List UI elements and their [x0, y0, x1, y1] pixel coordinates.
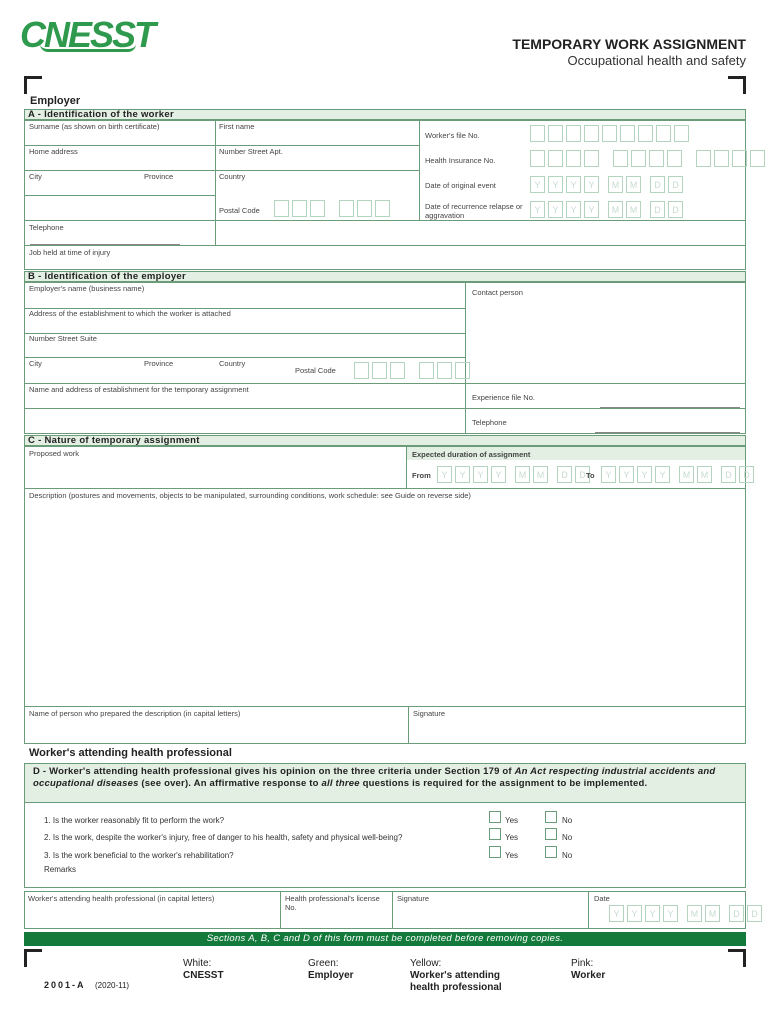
telephone-ticks[interactable] — [30, 240, 180, 245]
postal-code-cells[interactable] — [274, 200, 390, 217]
date-cell[interactable]: M — [608, 201, 623, 218]
hp-license-label: Health professional's license No. — [285, 894, 380, 912]
cell-gap — [673, 466, 676, 483]
divider — [408, 706, 409, 744]
copy-color: White: — [183, 958, 212, 969]
job-held-label: Job held at time of injury — [29, 248, 111, 257]
date-cell[interactable]: M — [697, 466, 712, 483]
telephone-b-label: Telephone — [472, 418, 507, 427]
date-cell[interactable]: D — [729, 905, 744, 922]
date-cell[interactable]: M — [679, 466, 694, 483]
date-cell[interactable]: Y — [584, 176, 599, 193]
experience-file-ticks[interactable] — [600, 403, 740, 408]
q3-no-checkbox[interactable] — [545, 846, 557, 858]
province-label: Province — [144, 172, 174, 181]
date-cell[interactable]: D — [668, 201, 683, 218]
form-date: (2020-11) — [95, 981, 130, 990]
divider — [24, 408, 746, 409]
city-b-label: City — [29, 359, 42, 368]
question-1: 1. Is the worker reasonably fit to perform the work? — [44, 816, 225, 825]
logo-swoosh — [40, 44, 136, 52]
date-cell[interactable]: Y — [601, 466, 616, 483]
employer-label: Employer — [30, 95, 81, 107]
date-cell[interactable]: D — [575, 466, 590, 483]
date-cell[interactable]: Y — [548, 201, 563, 218]
section-d-intro — [24, 763, 746, 803]
date-cell[interactable]: D — [650, 176, 665, 193]
cell-gap — [551, 466, 554, 483]
date-cell[interactable]: D — [650, 201, 665, 218]
date-cell[interactable]: M — [626, 201, 641, 218]
q1-no-label: No — [562, 816, 573, 825]
intro-all-three: all three — [321, 778, 360, 789]
date-d-cells[interactable] — [609, 905, 762, 922]
divider — [24, 383, 746, 384]
q3-no-label: No — [562, 851, 573, 860]
contact-person-label: Contact person — [472, 288, 523, 297]
date-cell[interactable]: D — [557, 466, 572, 483]
divider — [24, 195, 215, 196]
section-a-header: A - Identification of the worker — [24, 109, 746, 120]
form-subtitle: Occupational health and safety — [567, 53, 746, 68]
telephone-b-ticks[interactable] — [595, 428, 740, 433]
divider — [24, 357, 465, 358]
date-cell[interactable]: D — [721, 466, 736, 483]
date-cell[interactable]: Y — [566, 176, 581, 193]
date-cell[interactable]: M — [705, 905, 720, 922]
copy-pink — [571, 958, 605, 982]
cell-gap — [715, 466, 718, 483]
divider — [24, 488, 746, 489]
expected-duration-label: Expected duration of assignment — [412, 450, 531, 459]
country-label: Country — [219, 172, 246, 181]
q1-yes-checkbox[interactable] — [489, 811, 501, 823]
form-title: TEMPORARY WORK ASSIGNMENT — [512, 36, 746, 52]
postal-code-b-cells[interactable] — [354, 362, 470, 379]
date-cell[interactable]: Y — [584, 201, 599, 218]
home-address-label: Home address — [29, 147, 78, 156]
first-name-label: First name — [219, 122, 255, 131]
date-cell[interactable]: Y — [491, 466, 506, 483]
cell-gap — [509, 466, 512, 483]
copy-recipient: CNESST — [183, 970, 224, 981]
divider — [215, 120, 216, 245]
worker-file-label: Worker's file No. — [425, 131, 480, 140]
intro-text-1: D - Worker's attending health professional gives his opinion on the three criteria under Section 179 of — [33, 766, 515, 777]
health-professional-label: Worker's attending health professional — [29, 747, 232, 759]
date-cell[interactable]: Y — [637, 466, 652, 483]
remarks-label: Remarks — [44, 865, 77, 874]
divider — [24, 245, 746, 246]
divider — [465, 282, 466, 434]
date-cell[interactable]: Y — [455, 466, 470, 483]
description-label: Description (postures and movements, objects to be manipulated, surrounding conditions, work schedule: see Guide on reverse side) — [29, 491, 471, 500]
from-label: From — [412, 471, 431, 480]
country-b-label: Country — [219, 359, 246, 368]
from-date-cells[interactable] — [437, 466, 590, 483]
surname-label: Surname (as shown on birth certificate) — [29, 122, 160, 131]
q1-no-checkbox[interactable] — [545, 811, 557, 823]
signature-c-label: Signature — [413, 709, 446, 718]
cell-gap — [602, 201, 605, 218]
date-cell[interactable]: D — [739, 466, 754, 483]
postal-code-b-label: Postal Code — [295, 366, 336, 375]
copy-recipient: Employer — [308, 970, 354, 981]
q2-no-label: No — [562, 833, 573, 842]
date-cell[interactable]: Y — [548, 176, 563, 193]
divider — [588, 891, 589, 929]
q2-yes-checkbox[interactable] — [489, 828, 501, 840]
date-cell[interactable]: Y — [627, 905, 642, 922]
name-prepared-label: Name of person who prepared the description (in capital letters) — [29, 709, 241, 718]
date-cell[interactable]: Y — [609, 905, 624, 922]
date-cell[interactable]: M — [626, 176, 641, 193]
signature-d-label: Signature — [397, 894, 430, 903]
date-cell[interactable]: M — [533, 466, 548, 483]
date-cell[interactable]: Y — [655, 466, 670, 483]
date-recurrence-cells[interactable] — [530, 201, 683, 218]
copy-white — [183, 958, 224, 982]
date-original-cells[interactable] — [530, 176, 683, 193]
province-b-label: Province — [144, 359, 174, 368]
proposed-work-label: Proposed work — [29, 449, 80, 458]
copy-recipient: Worker's attending health professional — [410, 970, 502, 993]
divider — [24, 145, 419, 146]
question-3: 3. Is the work beneficial to the worker's rehabilitation? — [44, 851, 234, 860]
date-cell[interactable]: Y — [437, 466, 452, 483]
date-cell[interactable]: Y — [530, 201, 545, 218]
divider — [24, 220, 746, 221]
cell-gap — [644, 201, 647, 218]
q3-yes-label: Yes — [505, 851, 519, 860]
date-cell[interactable]: M — [687, 905, 702, 922]
q2-yes-label: Yes — [505, 833, 519, 842]
health-insurance-label: Health Insurance No. — [425, 156, 496, 165]
date-original-label: Date of original event — [425, 181, 496, 190]
cell-gap — [602, 176, 605, 193]
section-b-box — [24, 282, 746, 434]
address-establishment-label: Address of the establishment to which the worker is attached — [29, 309, 231, 318]
to-label: To — [586, 471, 595, 480]
health-insurance-cells[interactable] — [530, 150, 765, 167]
q3-yes-checkbox[interactable] — [489, 846, 501, 858]
q2-no-checkbox[interactable] — [545, 828, 557, 840]
copy-color: Pink: — [571, 958, 594, 969]
form-number: 2001-A — [44, 980, 86, 990]
postal-code-label: Postal Code — [219, 206, 260, 215]
corner-mark-top-right — [728, 76, 746, 94]
divider — [419, 120, 420, 220]
intro-text-2: (see over). An affirmative response to — [138, 778, 322, 789]
question-2: 2. Is the work, despite the worker's injury, free of danger to his health, safety and physical well-being? — [44, 833, 403, 842]
number-street-label: Number Street Apt. — [219, 147, 283, 156]
divider — [392, 891, 393, 929]
experience-file-label: Experience file No. — [472, 393, 535, 402]
to-date-cells[interactable] — [601, 466, 754, 483]
corner-mark-bottom-left — [24, 949, 42, 967]
cell-gap — [681, 905, 684, 922]
city-label: City — [29, 172, 42, 181]
date-cell[interactable]: M — [515, 466, 530, 483]
date-cell[interactable]: Y — [473, 466, 488, 483]
q1-yes-label: Yes — [505, 816, 519, 825]
section-c-header: C - Nature of temporary assignment — [24, 435, 746, 446]
footer-notice: Sections A, B, C and D of this form must be completed before removing copies. — [24, 932, 746, 946]
copy-color: Green: — [308, 958, 339, 969]
copy-yellow — [410, 958, 530, 994]
divider — [24, 706, 746, 707]
date-cell[interactable]: Y — [663, 905, 678, 922]
date-recurrence-label: Date of recurrence relapse or aggravation — [425, 202, 523, 220]
date-cell[interactable]: Y — [645, 905, 660, 922]
copy-green — [308, 958, 354, 982]
date-cell[interactable]: Y — [530, 176, 545, 193]
worker-file-cells[interactable] — [530, 125, 689, 142]
date-d-label: Date — [594, 894, 610, 903]
date-cell[interactable]: Y — [619, 466, 634, 483]
temp-establishment-label: Name and address of establishment for the temporary assignment — [29, 385, 249, 394]
employer-name-label: Employer's name (business name) — [29, 284, 145, 293]
corner-mark-bottom-right — [728, 949, 746, 967]
date-cell[interactable]: D — [747, 905, 762, 922]
number-street-suite-label: Number Street Suite — [29, 334, 97, 343]
cell-gap — [723, 905, 726, 922]
cnesst-logo: CNESST — [20, 14, 155, 55]
divider — [24, 170, 419, 171]
date-cell[interactable]: M — [608, 176, 623, 193]
telephone-label: Telephone — [29, 223, 64, 232]
intro-text-3: questions is required for the assignment to be implemented. — [359, 778, 648, 789]
hp-name-label: Worker's attending health professional (in capital letters) — [28, 894, 215, 903]
date-cell[interactable]: D — [668, 176, 683, 193]
date-cell[interactable]: Y — [566, 201, 581, 218]
copy-recipient: Worker — [571, 970, 606, 981]
copy-color: Yellow: — [410, 958, 442, 969]
divider — [280, 891, 281, 929]
cell-gap — [644, 176, 647, 193]
intro-act-name: An Act respecting industrial accidents and occupational diseases — [33, 766, 716, 789]
corner-mark-top-left — [24, 76, 42, 94]
section-b-header: B - Identification of the employer — [24, 271, 746, 282]
